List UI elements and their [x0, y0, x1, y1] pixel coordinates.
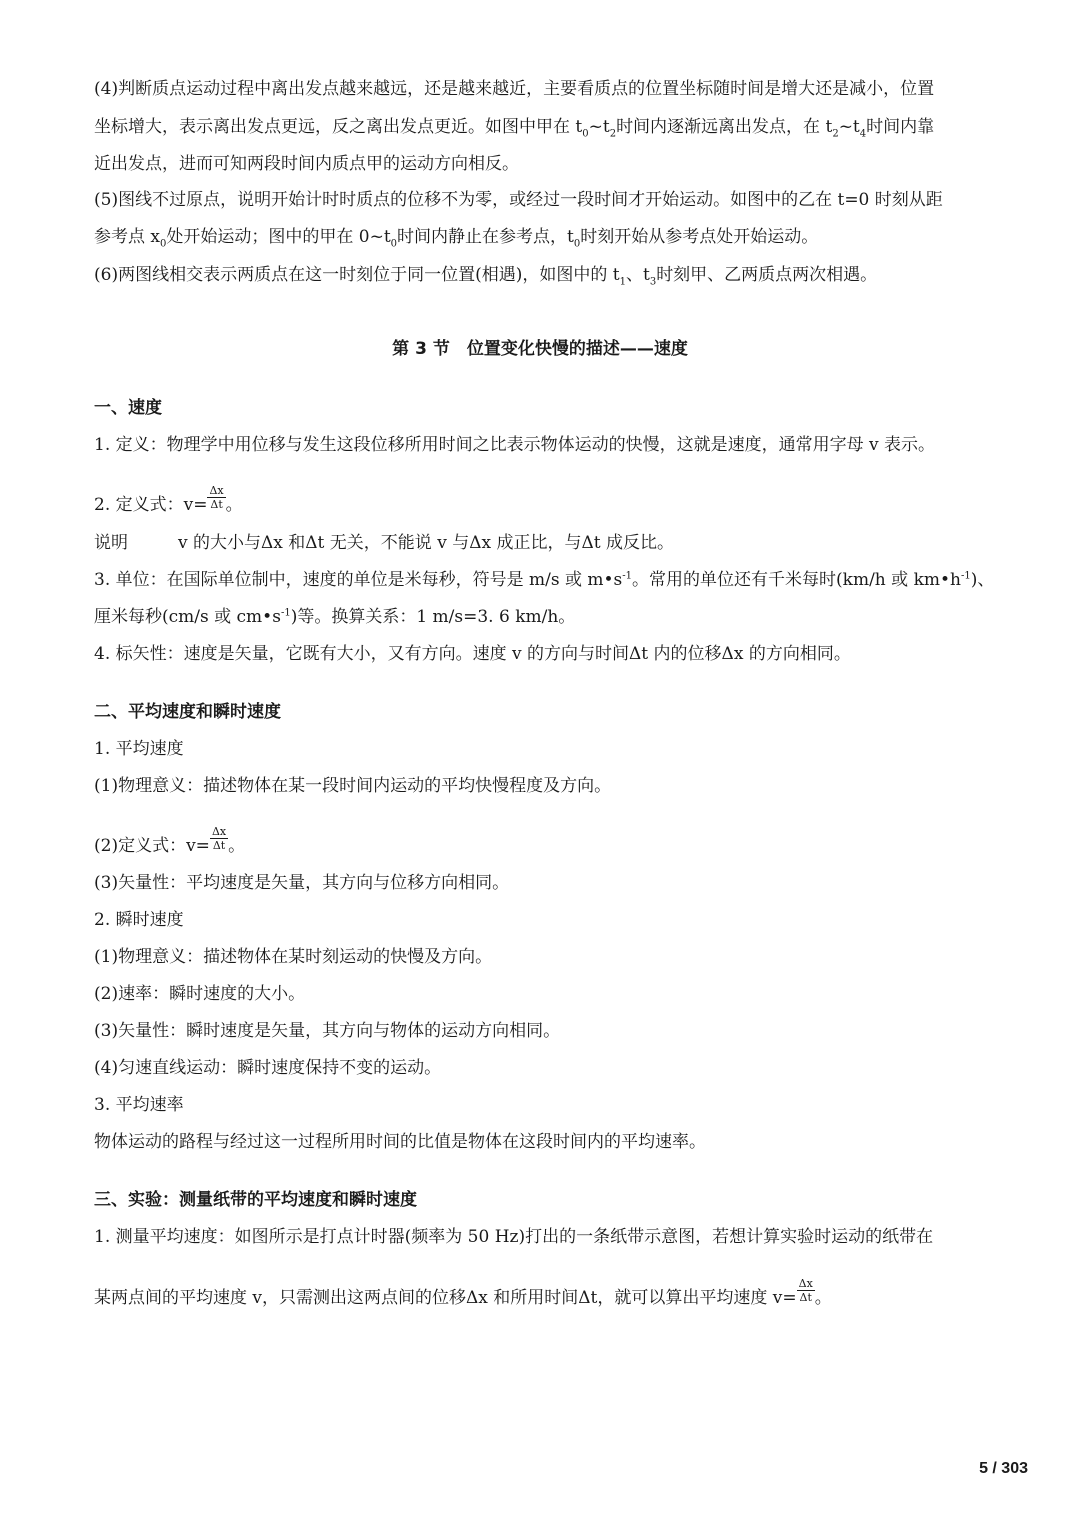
speed-vector: 4. 标矢性：速度是矢量，它既有大小，又有方向。速度 v 的方向与时间Δt 内的位移Δx 的方向相同。 — [94, 644, 851, 664]
subscript: 0 — [582, 128, 589, 140]
text: (2)定义式：v= — [94, 836, 210, 856]
para-5-line-1: (5)图线不过原点，说明开始计时时质点的位移不为零，或经过一段时间才开始运动。如图中的乙在 t=0 时刻从距 — [94, 190, 943, 210]
heading-speed: 一、速度 — [94, 398, 162, 418]
speed-unit-line-2 — [94, 605, 1034, 629]
subscript: 0 — [390, 238, 398, 250]
text: 时刻开始从参考点处开始运动。 — [580, 227, 819, 247]
superscript: -1 — [280, 607, 291, 619]
text: 。 — [814, 1288, 832, 1308]
denominator: Δt — [799, 1291, 812, 1304]
denominator: Δt — [210, 498, 223, 511]
text: (6)两图线相交表示两质点在这一时刻位于同一位置(相遇)，如图中的 t — [94, 265, 620, 285]
subscript: 2 — [609, 128, 617, 140]
para-4-line-2 — [94, 115, 1034, 139]
text: 时间内靠 — [866, 117, 935, 137]
superscript: -1 — [622, 570, 633, 582]
para-6 — [94, 263, 1034, 287]
instant-meaning: (1)物理意义：描述物体在某时刻运动的快慢及方向。 — [94, 947, 493, 967]
heading-experiment: 三、实验：测量纸带的平均速度和瞬时速度 — [94, 1190, 417, 1210]
text: 。 — [225, 495, 243, 515]
page-number: 5 / 303 — [979, 1460, 1028, 1477]
numerator: Δx — [211, 825, 227, 838]
experiment-line-2 — [94, 1277, 1034, 1309]
avg-speed-title: 1. 平均速度 — [94, 739, 184, 759]
text: 坐标增大，表示离出发点更远，反之离出发点更近。如图中甲在 t — [94, 117, 583, 137]
section-title: 第 3 节 位置变化快慢的描述——速度 — [392, 339, 688, 359]
subscript: 4 — [859, 128, 867, 140]
text: 2. 定义式：v= — [94, 495, 208, 515]
subscript: 0 — [573, 238, 581, 250]
para-4-line-3: 近出发点，进而可知两段时间内质点甲的运动方向相反。 — [94, 154, 519, 174]
experiment-line-1: 1. 测量平均速度：如图所示是打点计时器(频率为 50 Hz)打出的一条纸带示意图，若想计算实验时运动的纸带在 — [94, 1227, 934, 1247]
text: 参考点 x — [94, 227, 160, 247]
instant-speed-title: 2. 瞬时速度 — [94, 910, 184, 930]
text: 时间内静止在参考点，t — [397, 227, 574, 247]
note-text: v 的大小与Δx 和Δt 无关，不能说 v 与Δx 成正比，与Δt 成反比。 — [178, 533, 674, 553]
avg-vector: (3)矢量性：平均速度是矢量，其方向与位移方向相同。 — [94, 873, 510, 893]
text: 3. 单位：在国际单位制中，速度的单位是米每秒，符号是 m/s 或 m•s — [94, 570, 623, 590]
numerator: Δx — [798, 1277, 813, 1290]
heading-average-instant: 二、平均速度和瞬时速度 — [94, 702, 281, 722]
speed-definition: 1. 定义：物理学中用位移与发生这段位移所用时间之比表示物体运动的快慢，这就是速度，通常用字母 v 表示。 — [94, 435, 936, 455]
avg-meaning: (1)物理意义：描述物体在某一段时间内运动的平均快慢程度及方向。 — [94, 776, 612, 796]
fraction — [797, 1277, 815, 1304]
numerator: Δx — [209, 484, 224, 497]
text: 。常用的单位还有千米每时(km/h 或 km•h — [632, 570, 961, 590]
text: ~t — [838, 117, 860, 137]
text: 时刻甲、乙两质点两次相遇。 — [656, 265, 878, 285]
text: )等。换算关系：1 m/s=3. 6 km/h。 — [290, 607, 576, 627]
subscript: 3 — [649, 276, 657, 288]
instant-rate: (2)速率：瞬时速度的大小。 — [94, 984, 306, 1004]
text: 某两点间的平均速度 v，只需测出这两点间的位移Δx 和所用时间Δt，就可以算出平均速度 v= — [94, 1288, 797, 1308]
text: 时间内逐渐远离出发点，在 t — [616, 117, 833, 137]
text: 处开始运动；图中的甲在 0~t — [166, 227, 391, 247]
text: ~t — [588, 117, 610, 137]
subscript: 1 — [619, 276, 626, 288]
avg-rate-title: 3. 平均速率 — [94, 1095, 184, 1115]
text: )、 — [970, 570, 995, 590]
subscript: 0 — [160, 238, 167, 250]
superscript: -1 — [960, 570, 971, 582]
text: 厘米每秒(cm/s 或 cm•s — [94, 607, 281, 627]
para-4-line-1: (4)判断质点运动过程中离出发点越来越远，还是越来越近，主要看质点的位置坐标随时间是增大还是减小，位置 — [94, 79, 935, 99]
avg-rate-definition: 物体运动的路程与经过这一过程所用时间的比值是物体在这段时间内的平均速率。 — [94, 1132, 706, 1152]
denominator: Δt — [212, 839, 226, 852]
text: 、t — [625, 265, 650, 285]
instant-vector: (3)矢量性：瞬时速度是矢量，其方向与物体的运动方向相同。 — [94, 1021, 561, 1041]
speed-unit-line-1 — [94, 568, 1034, 592]
text: 。 — [228, 836, 246, 856]
speed-note — [94, 531, 1034, 555]
uniform-motion: (4)匀速直线运动：瞬时速度保持不变的运动。 — [94, 1058, 442, 1078]
note-label: 说明 — [94, 533, 128, 553]
para-5-line-2 — [94, 225, 1034, 249]
fraction — [210, 825, 228, 852]
fraction — [207, 484, 225, 511]
subscript: 2 — [832, 128, 839, 140]
